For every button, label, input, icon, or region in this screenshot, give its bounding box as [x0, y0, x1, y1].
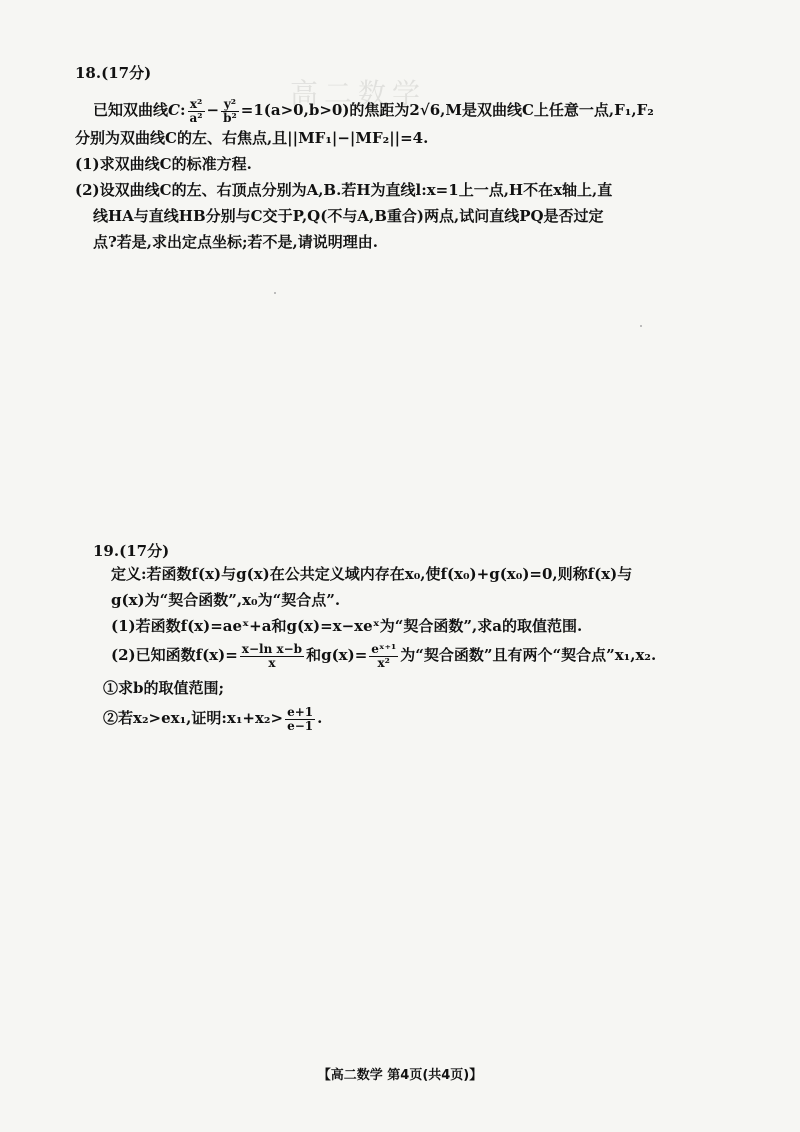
question-18	[75, 62, 755, 255]
question-18-part-2: (2)设双曲线C的左、右顶点分别为A,B.若H为直线l:x=1上一点,H不在x轴上,直	[75, 180, 613, 199]
fraction-e: $\frac{e+1}{e-1}$	[287, 704, 314, 733]
question-19-definition-1: 定义:若函数f(x)与g(x)在公共定义域内存在x₀,使f(x₀)+g(x₀)=0,则称f(x)与	[111, 565, 633, 583]
question-18-header: 18.(17分)	[75, 64, 152, 82]
scan-speck	[274, 292, 276, 294]
q18-text: =1(a>0,b>0)的焦距为2√6,M是双曲线C上任意一点,F₁,F₂	[240, 101, 654, 119]
q18-text: 已知双曲线	[93, 101, 169, 119]
question-19-header: 19.(17分)	[93, 542, 170, 560]
question-19-subpart-2: ②若x₂>ex₁,证明:x₁+x₂> $\frac{e+1}{e-1}$ .	[103, 704, 323, 733]
question-18-line-2: 分别为双曲线C的左、右焦点,且||MF₁|−|MF₂||=4.	[75, 128, 429, 147]
faint-watermark: 高二数学	[290, 77, 427, 110]
page-footer: 【高二数学 第4页(共4页)】	[317, 1068, 483, 1083]
question-19	[93, 540, 753, 735]
question-19-part-1: (1)若函数f(x)=aeˣ+a和g(x)=x−xeˣ为“契合函数”,求a的取值范围.	[111, 617, 583, 635]
q18-text: C	[168, 101, 180, 119]
question-18-line-5: 线HA与直线HB分别与C交于P,Q(不与A,B重合)两点,试问直线PQ是否过定	[93, 206, 604, 225]
fraction-f: $\frac{\text{x−ln x−b}}{x}$	[241, 641, 303, 670]
fraction-g: $\frac{\text{eˣ⁺¹}}{\text{x²}}$	[371, 641, 397, 670]
question-18-part-1: (1)求双曲线C的标准方程.	[75, 154, 252, 173]
question-19-subpart-1: ①求b的取值范围;	[103, 679, 225, 697]
question-19-part-2: (2)已知函数f(x)= $\frac{\text{x−ln x−b}}{x}$ 和g(x)= $\frac{\text{eˣ⁺¹}}{\text{x²}}$ 为“契合函数”且有两个“契合点”x₁,x₂.	[111, 641, 657, 670]
scan-speck	[640, 325, 642, 327]
fraction-x2-a2: $\frac{\text{x²}}{\text{a²}}$	[189, 96, 203, 125]
fraction-y2-b2: $\frac{\text{y²}}{\text{b²}}$	[223, 96, 237, 125]
question-18-line-6: 点?若是,求出定点坐标;若不是,请说明理由.	[93, 232, 378, 251]
question-18-line-1: 已知双曲线C: $\frac{\text{x²}}{\text{a²}}$ − $\frac{\text{y²}}{\text{b²}}$ =1(a>0,b>0)的焦距为2√6,M是双曲线C上任意一点,F₁,F₂	[93, 96, 654, 125]
question-19-definition-2: g(x)为“契合函数”,x₀为“契合点”.	[111, 591, 341, 609]
